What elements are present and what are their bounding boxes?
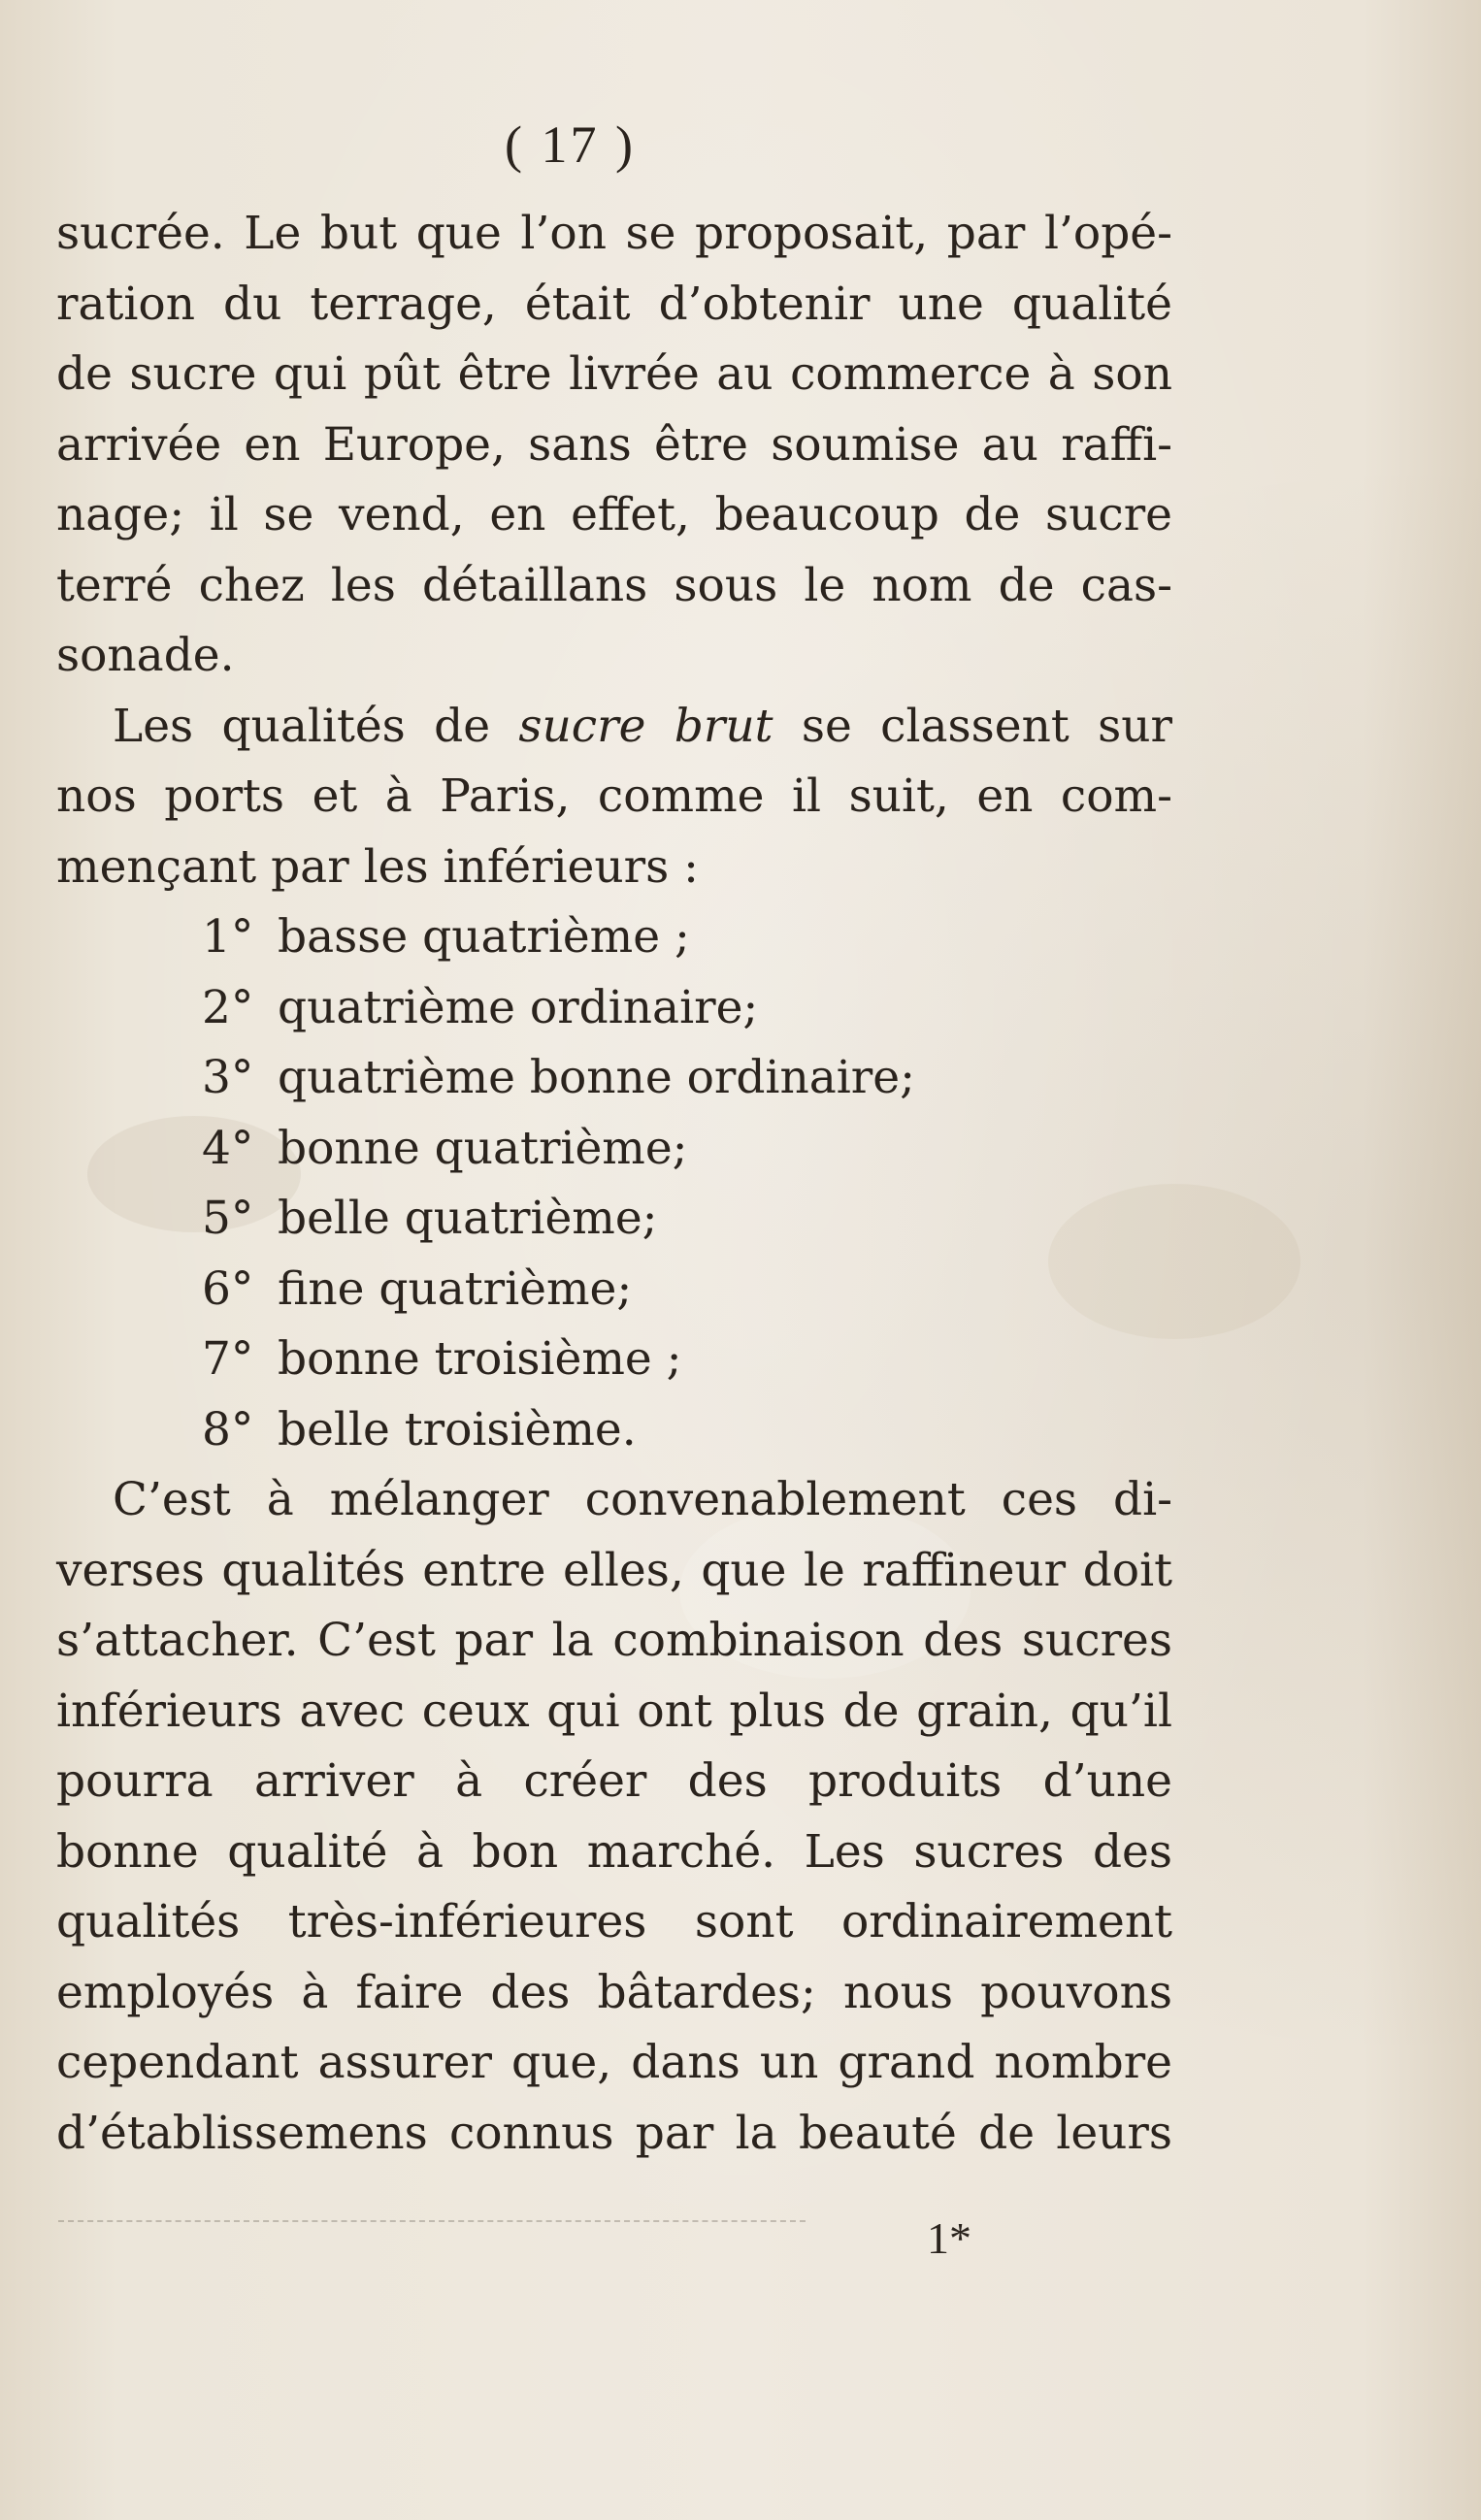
text-line: arrivée en Europe, sans être soumise au raffi-	[56, 417, 1172, 472]
list-text: belle quatrième;	[278, 1192, 658, 1245]
text-line: ration du terrage, était d’obtenir une qualité	[56, 277, 1172, 331]
page-number: ( 17 )	[505, 115, 636, 174]
list-text: quatrième bonne ordinaire;	[278, 1051, 915, 1104]
text-line: bonne qualité à bon marché. Les sucres des	[56, 1824, 1172, 1879]
text-line: nage; il se vend, en effet, beaucoup de sucre	[56, 488, 1172, 541]
list-text: basse quatrième ;	[278, 910, 690, 964]
text-line: nos ports et à Paris, comme il suit, en com-	[56, 769, 1172, 823]
list-number: 3°	[202, 1051, 254, 1104]
list-item	[56, 1184, 1172, 1255]
list-item	[56, 902, 1172, 973]
text-line: qualités très-inférieures sont ordinairement	[56, 1895, 1172, 1948]
list-text: bonne quatrième;	[278, 1121, 688, 1175]
list-number: 1°	[202, 910, 254, 964]
text-line: sonade.	[56, 629, 235, 682]
list-number: 8°	[202, 1402, 254, 1456]
footer-rule	[58, 2220, 806, 2222]
text-line: sucrée. Le but que l’on se proposait, par l’opé-	[56, 207, 1172, 260]
list-number: 4°	[202, 1121, 254, 1175]
list-number: 2°	[202, 980, 254, 1034]
signature-mark: 1*	[927, 2213, 971, 2263]
text-line: mençant par les inférieurs :	[56, 839, 699, 894]
text-line: pourra arriver à créer des produits d’une	[56, 1754, 1172, 1808]
list-text: belle troisième.	[278, 1402, 637, 1456]
list-item	[56, 973, 1172, 1044]
list-item	[56, 1395, 1172, 1466]
text-line: cependant assurer que, dans un grand nombre	[56, 2036, 1172, 2089]
italic-term: sucre brut	[518, 699, 773, 753]
list-number: 7°	[202, 1332, 254, 1386]
list-number: 6°	[202, 1261, 254, 1316]
list-text: bonne troisième ;	[278, 1332, 682, 1386]
text-line: s’attacher. C’est par la combinaison des sucres	[56, 1614, 1172, 1667]
list-item	[56, 1325, 1172, 1395]
text-line: C’est à mélanger convenablement ces di-	[113, 1473, 1172, 1526]
list-number: 5°	[202, 1192, 254, 1245]
text-run: Les qualités de	[113, 699, 519, 753]
text-line: de sucre qui pût être livrée au commerce à son	[56, 347, 1172, 401]
list-text: fine quatrième;	[278, 1261, 633, 1316]
text-line: d’établissemens connus par la beauté de leurs	[56, 2106, 1172, 2160]
list-item	[56, 1255, 1172, 1325]
text-line: verses qualités entre elles, que le raffineur doit	[56, 1543, 1172, 1597]
text-line: inférieurs avec ceux qui ont plus de grain, qu’il	[56, 1684, 1172, 1738]
list-item	[56, 1043, 1172, 1114]
list-item	[56, 1114, 1172, 1185]
text-line: employés à faire des bâtardes; nous pouvons	[56, 1965, 1172, 2019]
list-text: quatrième ordinaire;	[278, 980, 759, 1034]
text-line: terré chez les détaillans sous le nom de cas-	[56, 558, 1172, 612]
paragraph-line	[56, 692, 1172, 763]
text-run: se classent sur	[773, 699, 1172, 753]
body-text	[56, 199, 1172, 2169]
